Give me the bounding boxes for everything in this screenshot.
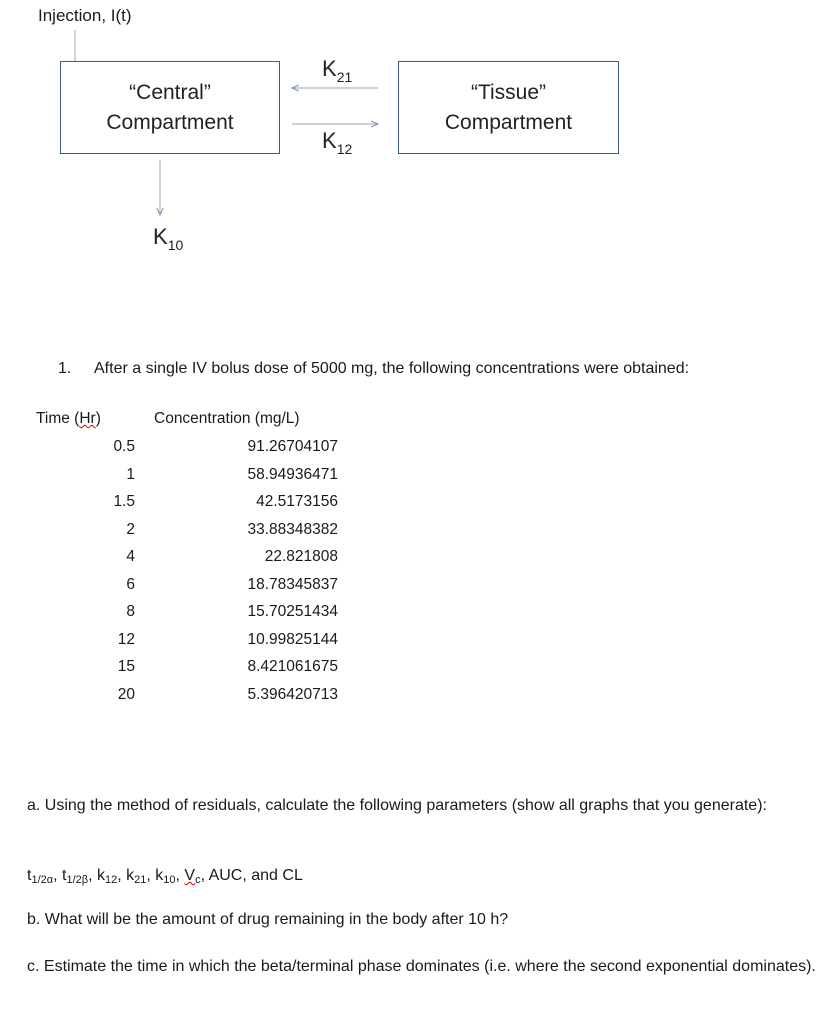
time-cell: 1.5	[113, 493, 135, 510]
time-cell: 8	[126, 603, 135, 620]
conc-cell: 5.396420713	[247, 685, 338, 703]
central-compartment-box	[60, 61, 280, 154]
conc-cell: 8.421061675	[247, 658, 338, 675]
central-subtitle: Compartment	[106, 110, 234, 134]
conc-cell: 33.88348382	[247, 520, 338, 538]
time-cell: 1	[126, 465, 135, 483]
k21-label: $K_{21}$	[322, 56, 353, 85]
conc-cell: 15.70251434	[247, 603, 338, 620]
time-cell: 2	[126, 520, 135, 538]
conc-cell: 42.5173156	[256, 493, 338, 510]
time-cell: 20	[117, 685, 135, 703]
injection-label: Injection, I(t)	[38, 6, 132, 25]
central-title: “Central”	[129, 80, 211, 104]
k12-label: $K_{12}$	[322, 128, 353, 157]
concentration-column	[210, 433, 338, 708]
part-c-question: c. Estimate the time in which the beta/terminal phase dominates (i.e. where the second exponential dominates).	[27, 958, 816, 975]
time-cell: 6	[126, 575, 135, 593]
time-column	[60, 433, 135, 708]
time-cell: 12	[117, 630, 135, 648]
time-cell: 15	[117, 658, 135, 675]
conc-cell: 22.821808	[264, 548, 338, 565]
tissue-compartment-box	[398, 61, 619, 154]
tissue-subtitle: Compartment	[444, 110, 573, 134]
time-cell: 0.5	[113, 438, 135, 455]
k10-label: $K_{10}$	[153, 224, 184, 253]
time-cell: 4	[126, 548, 135, 565]
conc-cell: 91.26704107	[247, 438, 338, 455]
tissue-title: “Tissue”	[470, 80, 547, 104]
concentration-header: Concentration (mg/L)	[154, 410, 300, 427]
question-number: 1.	[58, 360, 72, 377]
part-a-question: a. Using the method of residuals, calculate the following parameters (show all graphs that you generate):	[27, 797, 767, 814]
conc-cell: 18.78345837	[247, 575, 338, 593]
part-a-parameter-list: t1/2α, t1/2β, k12, k21, k10, Vc, AUC, and CL	[27, 867, 303, 886]
time-header: Time (Hr)	[36, 410, 101, 427]
part-b-question: b. What will be the amount of drug remaining in the body after 10 h?	[27, 911, 509, 928]
conc-cell: 10.99825144	[247, 630, 338, 648]
question-text: After a single IV bolus dose of 5000 mg, the following concentrations were obtained:	[94, 360, 690, 377]
conc-cell: 58.94936471	[247, 465, 338, 483]
